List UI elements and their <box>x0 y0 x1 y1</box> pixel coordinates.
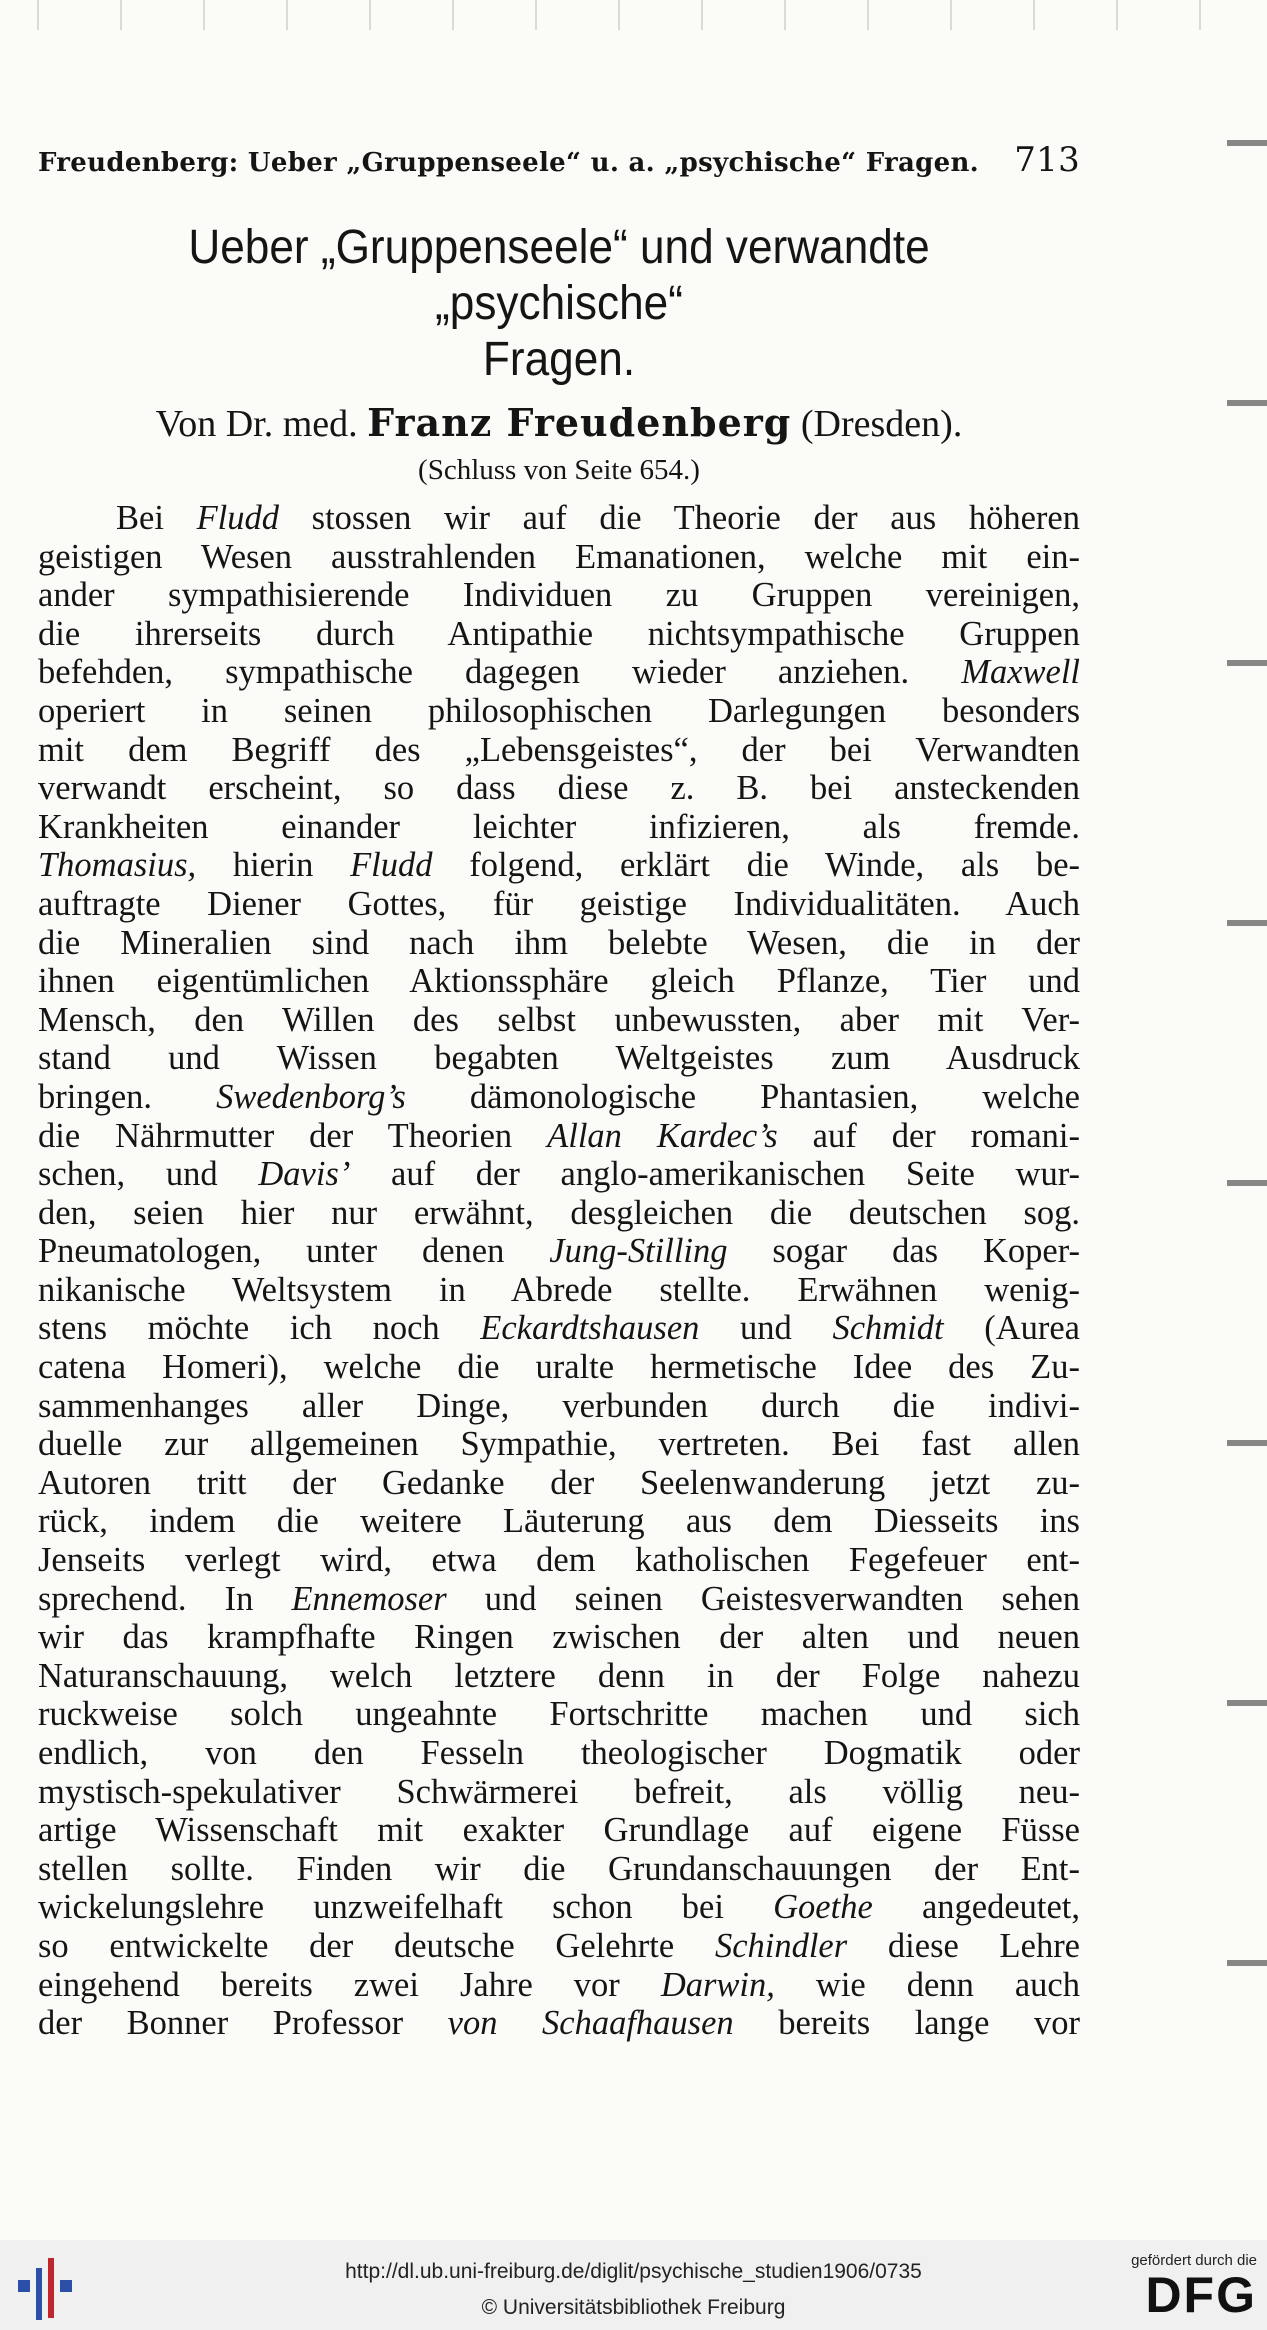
author-name: Franz Freudenberg <box>367 400 792 445</box>
text-line <box>38 731 1080 770</box>
italic-name: Goethe <box>773 1888 873 1927</box>
text-run: mystisch-spekulativer Schwärmerei befreit, als völlig neu- <box>38 1772 1080 1811</box>
text-run: folgend, erklärt die Winde, als be- <box>432 846 1080 885</box>
text-run: stellen sollte. Finden wir die Grundanschauungen der Ent- <box>38 1849 1080 1888</box>
scan-speckle-top <box>0 0 1267 30</box>
text-line <box>38 1001 1080 1040</box>
text-run: Pneumatologen, unter denen <box>38 1232 550 1271</box>
text-line <box>38 1309 1080 1348</box>
byline <box>38 400 1080 446</box>
footer-bar <box>0 2240 1267 2330</box>
dfg-wordmark: DFG <box>1145 2267 1257 2323</box>
text-run: dämonologische Phantasien, welche <box>405 1077 1080 1116</box>
text-run: Autoren tritt der Gedanke der Seelenwanderung jetzt zu- <box>38 1463 1080 1502</box>
text-run: bringen. <box>38 1077 217 1116</box>
text-line <box>38 808 1080 847</box>
italic-name: Jung-Stilling <box>549 1232 728 1271</box>
text-run: nikanische Weltsystem in Abrede stellte. Erwähnen wenig- <box>38 1270 1080 1309</box>
italic-name: Ennemoser <box>291 1579 447 1618</box>
text-run: diese Lehre <box>847 1926 1080 1965</box>
text-run: und <box>699 1309 833 1348</box>
text-run: Mensch, den Willen des selbst unbewussten, aber mit Ver- <box>38 1000 1080 1039</box>
text-run: Naturanschauung, welch letztere denn in der Folge nahezu <box>38 1656 1080 1695</box>
text-line <box>38 1888 1080 1927</box>
text-run: mit dem Begriff des „Lebensgeistes“, der bei Verwandten <box>38 730 1080 769</box>
running-head <box>38 140 1080 180</box>
italic-name: Fludd <box>196 499 279 537</box>
text-run: auf der romani- <box>777 1116 1080 1155</box>
text-line <box>38 1927 1080 1966</box>
text-run: befehden, sympathische dagegen wieder anziehen. <box>38 653 962 692</box>
text-run: und seinen Geistesverwandten sehen <box>446 1579 1080 1618</box>
italic-name: Schindler <box>714 1926 848 1965</box>
text-run: den, seien hier nur erwähnt, desgleichen die deutschen sog. <box>38 1193 1080 1232</box>
text-run: die Nährmutter der Theorien <box>38 1116 548 1155</box>
dfg-logo <box>1127 2252 1257 2321</box>
scan-speckle-right <box>1227 0 1267 2200</box>
italic-name: Maxwell <box>961 653 1080 692</box>
text-run: ander sympathisierende Individuen zu Gruppen vereinigen, <box>38 576 1080 615</box>
article-title-line-1: Ueber „Gruppenseele“ und verwandte „psychische“ <box>188 221 930 330</box>
text-run: operiert in seinen philosophischen Darlegungen besonders <box>38 691 1080 730</box>
text-run: sammenhanges aller Dinge, verbunden durch die indivi- <box>38 1386 1080 1425</box>
byline-prefix: Von Dr. med. <box>155 403 358 445</box>
text-line <box>38 2004 1080 2043</box>
text-run: verwandt erscheint, so dass diese z. B. bei ansteckenden <box>38 769 1080 808</box>
continuation-note: (Schluss von Seite 654.) <box>418 454 700 486</box>
text-line <box>38 576 1080 615</box>
text-run: hierin <box>196 846 351 885</box>
italic-name: Schmidt <box>832 1309 944 1348</box>
text-line <box>38 1618 1080 1657</box>
dfg-caption: gefördert durch die <box>1131 2252 1257 2269</box>
text-line <box>38 1966 1080 2005</box>
text-run: der Bonner Professor <box>38 2004 448 2043</box>
text-run: duelle zur allgemeinen Sympathie, vertreten. Bei fast allen <box>38 1425 1080 1464</box>
text-line <box>38 1695 1080 1734</box>
text-line <box>38 846 1080 885</box>
article-title <box>80 220 1039 388</box>
text-run: sogar das Koper- <box>727 1232 1080 1271</box>
body-text <box>38 499 1080 2043</box>
text-line <box>38 499 1080 538</box>
text-run: die ihrerseits durch Antipathie nichtsympathische Gruppen <box>38 614 1080 653</box>
document-page <box>38 140 1080 2043</box>
source-url-link[interactable]: http://dl.ub.uni-freiburg.de/diglit/psychische_studien1906/0735 <box>345 2260 922 2283</box>
italic-name: Fludd <box>350 846 433 885</box>
text-line <box>38 1541 1080 1580</box>
italic-name: Swedenborg’s <box>216 1077 406 1116</box>
text-line <box>38 1580 1080 1619</box>
text-run: eingehend bereits zwei Jahre vor <box>38 1965 661 2004</box>
running-head-text: Freudenberg: Ueber „Gruppenseele“ u. a. „psychische“ Fragen. <box>38 148 980 178</box>
text-run: die Mineralien sind nach ihm belebte Wesen, die in der <box>38 923 1080 962</box>
text-run: Bei <box>116 499 197 537</box>
text-run: bereits lange vor <box>733 2004 1080 2043</box>
text-line <box>38 885 1080 924</box>
text-line <box>38 1502 1080 1541</box>
italic-name: Allan Kardec’s <box>547 1116 778 1155</box>
text-run: wie denn auch <box>774 1965 1080 2004</box>
copyright-notice: © Universitätsbibliothek Freiburg <box>481 2296 786 2319</box>
italic-name: Darwin, <box>660 1965 775 2004</box>
text-line <box>38 1117 1080 1156</box>
text-run: wickelungslehre unzweifelhaft schon bei <box>38 1888 774 1927</box>
text-run: auf der anglo-amerikanischen Seite wur- <box>350 1155 1080 1194</box>
text-run: artige Wissenschaft mit exakter Grundlage auf eigene Füsse <box>38 1811 1080 1850</box>
text-run: endlich, von den Fesseln theologischer Dogmatik oder <box>38 1734 1080 1772</box>
text-line <box>38 962 1080 1001</box>
text-run: rück, indem die weitere Läuterung aus dem Diesseits ins <box>38 1502 1080 1541</box>
text-run: auftragte Diener Gottes, für geistige Individualitäten. Auch <box>38 884 1080 923</box>
italic-name: Eckardtshausen <box>480 1309 700 1348</box>
text-line <box>38 1078 1080 1117</box>
text-run: schen, und <box>38 1155 259 1194</box>
text-run: angedeutet, <box>872 1888 1080 1927</box>
text-line <box>38 692 1080 731</box>
text-run: Krankheiten einander leichter infizieren, als fremde. <box>38 807 1080 846</box>
italic-name: von Schaafhausen <box>447 2004 734 2043</box>
text-line <box>38 1464 1080 1503</box>
text-line <box>38 1271 1080 1310</box>
text-line <box>38 1387 1080 1426</box>
text-line <box>38 1773 1080 1812</box>
text-line <box>38 538 1080 577</box>
text-line <box>38 924 1080 963</box>
text-run: (Aurea <box>943 1309 1080 1348</box>
text-run: Jenseits verlegt wird, etwa dem katholischen Fegefeuer ent- <box>38 1541 1080 1580</box>
text-run: stossen wir auf die Theorie der aus höheren <box>279 499 1080 537</box>
text-run: geistigen Wesen ausstrahlenden Emanationen, welche mit ein- <box>38 537 1080 576</box>
text-line <box>38 1850 1080 1889</box>
text-line <box>38 1155 1080 1194</box>
italic-name: Thomasius, <box>38 846 197 885</box>
text-line <box>38 653 1080 692</box>
text-run: stens möchte ich noch <box>38 1309 481 1348</box>
text-line <box>38 1348 1080 1387</box>
text-line <box>38 1232 1080 1271</box>
text-run: wir das krampfhafte Ringen zwischen der alten und neuen <box>38 1618 1080 1657</box>
text-run: catena Homeri), welche die uralte hermetische Idee des Zu- <box>38 1348 1080 1387</box>
italic-name: Davis’ <box>258 1155 351 1194</box>
text-run: so entwickelte der deutsche Gelehrte <box>38 1926 715 1965</box>
text-run: stand und Wissen begabten Weltgeistes zum Ausdruck <box>38 1039 1080 1078</box>
text-run: sprechend. In <box>38 1579 292 1618</box>
text-line <box>38 1657 1080 1696</box>
byline-suffix: (Dresden). <box>800 403 963 445</box>
text-line <box>38 615 1080 654</box>
page-number: 713 <box>1014 140 1080 180</box>
text-line <box>38 1734 1080 1773</box>
text-run: ruckweise solch ungeahnte Fortschritte machen und sich <box>38 1695 1080 1734</box>
text-line <box>38 1194 1080 1233</box>
text-run: ihnen eigentümlichen Aktionssphäre gleich Pflanze, Tier und <box>38 962 1080 1001</box>
text-line <box>38 1811 1080 1850</box>
article-title-line-2: Fragen. <box>482 333 636 386</box>
text-line <box>38 1039 1080 1078</box>
text-line <box>38 769 1080 808</box>
text-line <box>38 1425 1080 1464</box>
